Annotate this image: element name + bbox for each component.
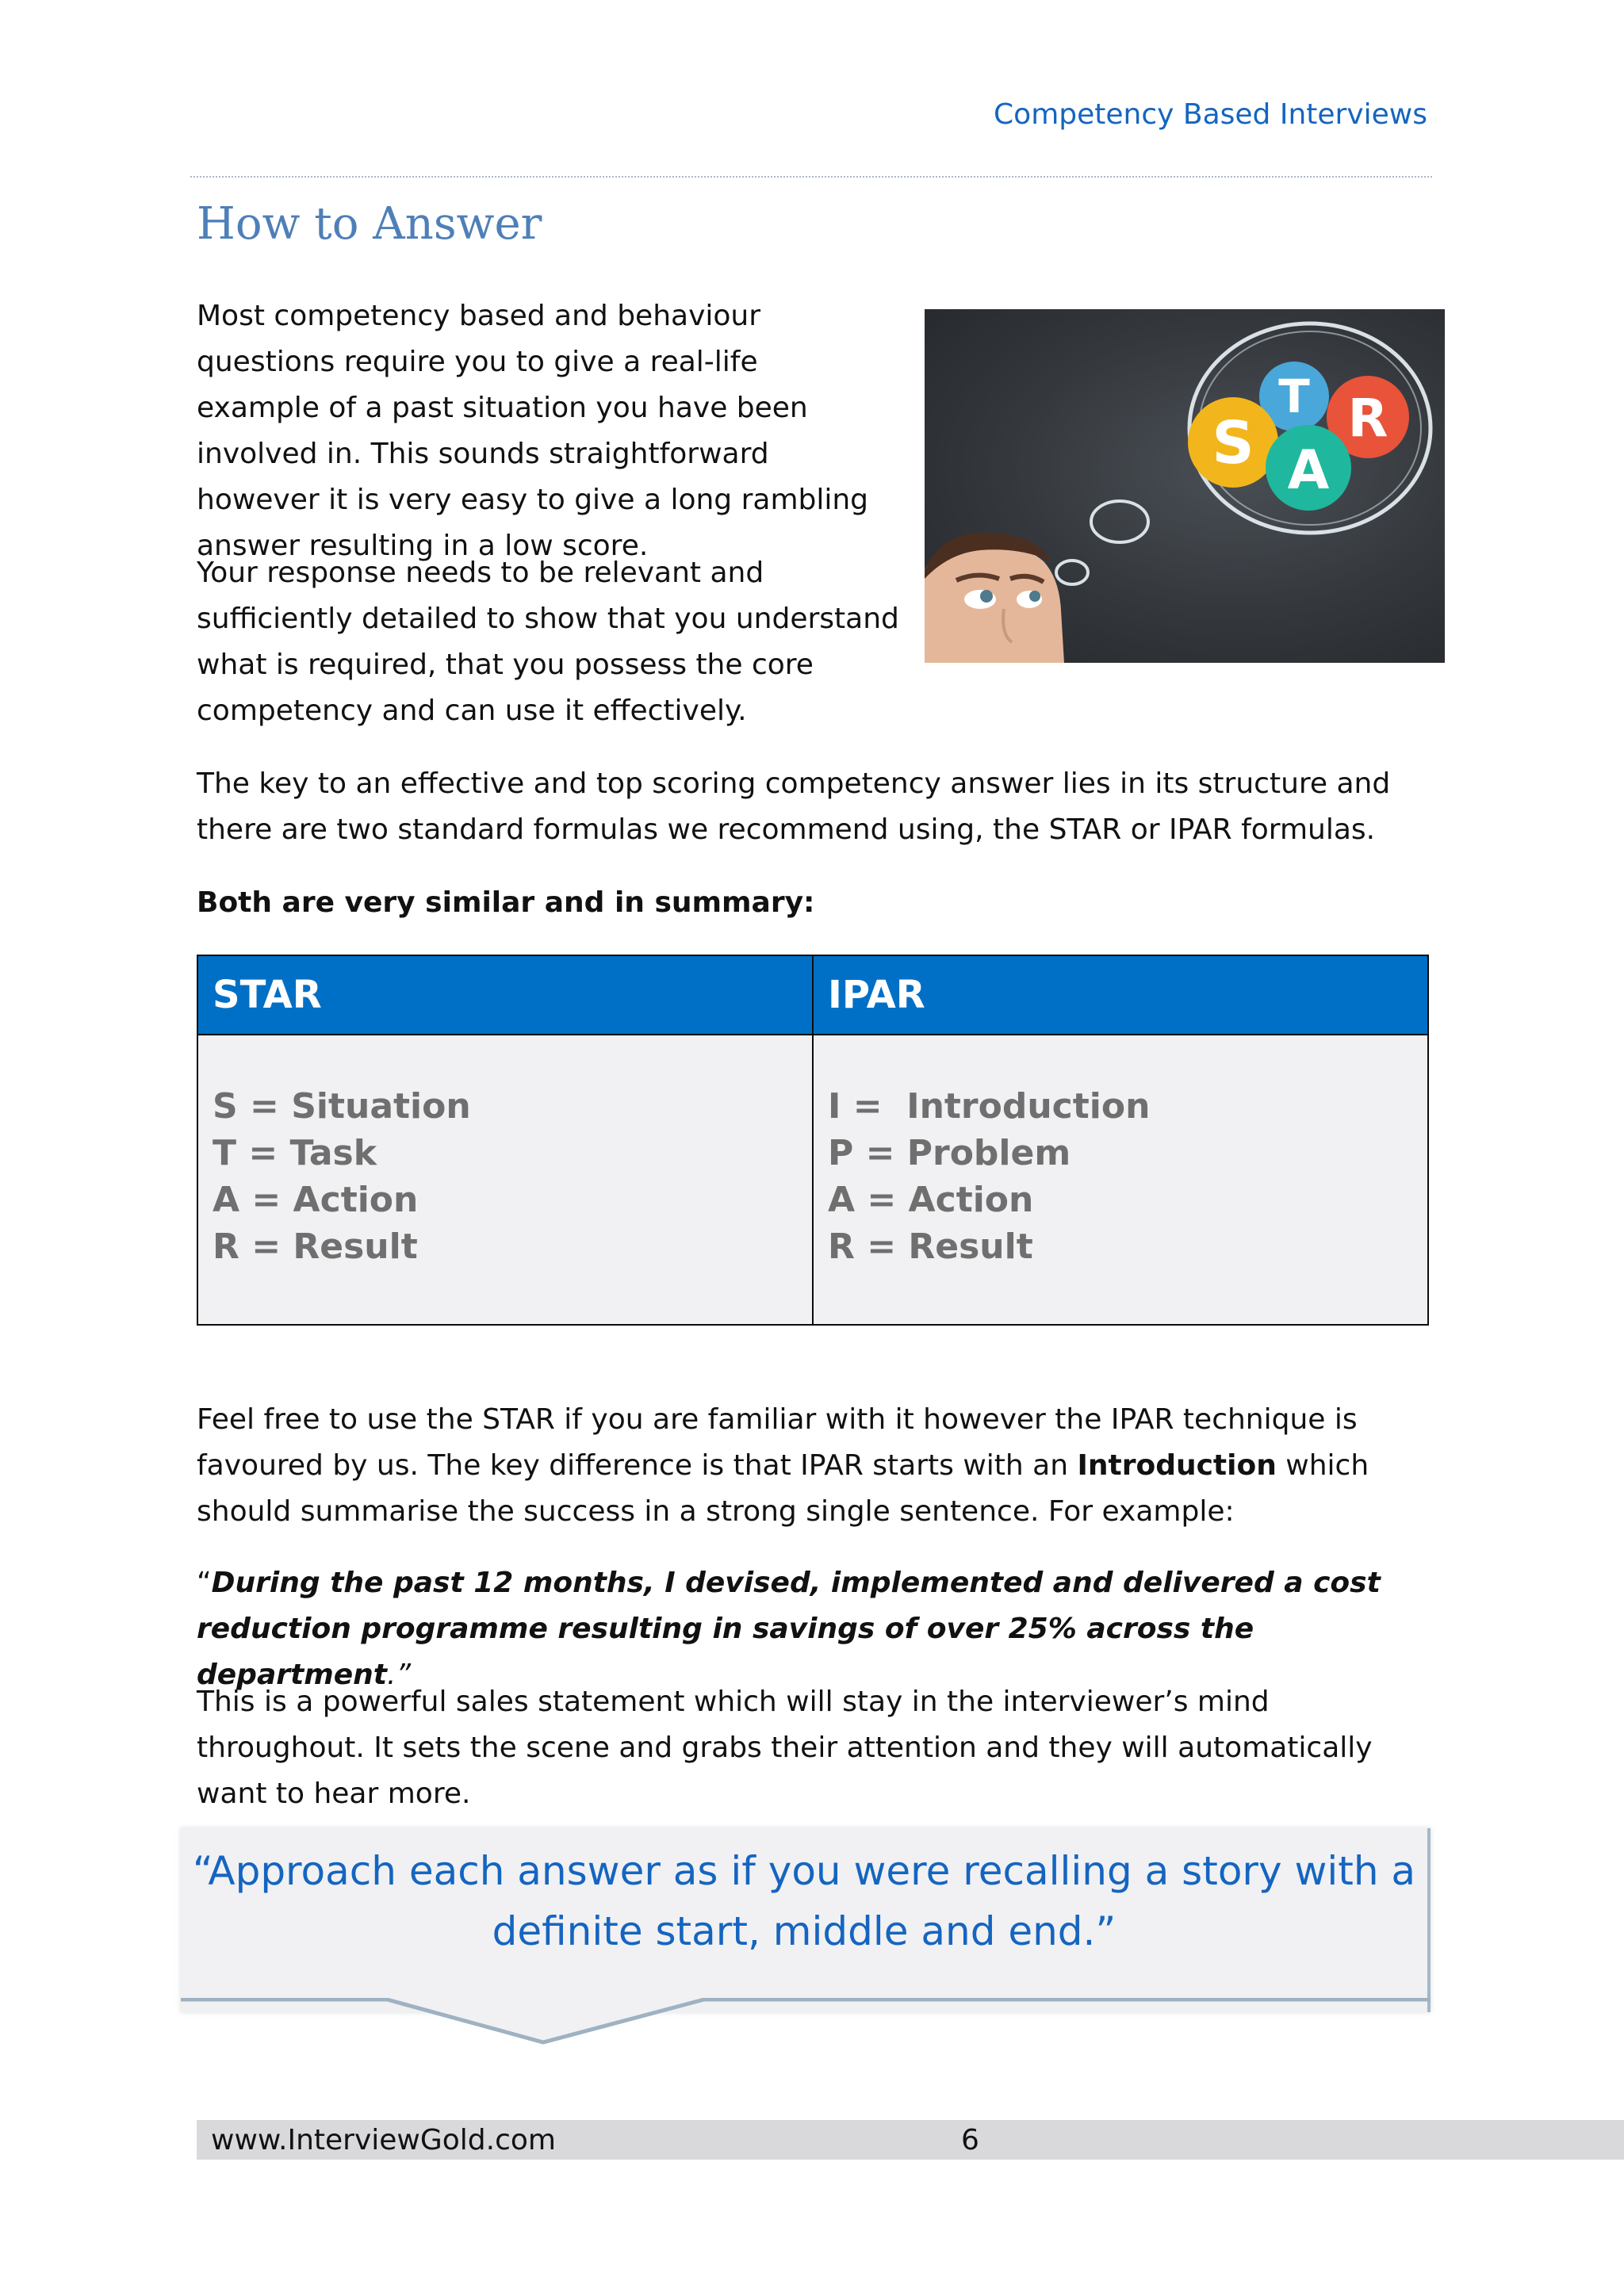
star-row: T = Task	[213, 1133, 377, 1173]
example-quote	[197, 1560, 1442, 1698]
person-figure	[925, 533, 1064, 663]
page-number: 6	[961, 2124, 979, 2156]
star-row: A = Action	[213, 1180, 419, 1220]
letter-t: T	[1278, 369, 1310, 423]
header-divider	[190, 176, 1432, 178]
running-header: Competency Based Interviews	[994, 98, 1427, 131]
callout-pointer	[181, 1998, 1431, 2047]
table-header-ipar: IPAR	[813, 955, 1428, 1035]
letter-circle-a	[1266, 425, 1351, 511]
intro-paragraph-1: Most competency based and behaviour questions require you to give a real-life example of a past situation you have been involved in. This sounds straightforward however it is very easy to give a long rambling answer resulting in a low score.	[197, 300, 869, 562]
page-title: How to Answer	[197, 198, 542, 250]
footer-url: www.InterviewGold.com	[211, 2124, 556, 2156]
letter-r: R	[1347, 388, 1388, 449]
callout-box	[181, 1828, 1431, 2012]
ipar-row: P = Problem	[828, 1133, 1071, 1173]
summary-label: Both are very similar and in summary:	[197, 886, 815, 919]
ipar-row: A = Action	[828, 1180, 1034, 1220]
introduction-term: Introduction	[1077, 1449, 1277, 1482]
quote-close-mark: .”	[386, 1659, 412, 1691]
intro-paragraph-3: The key to an effective and top scoring competency answer lies in its structure and there are two standard formulas we recommend using, the STAR or IPAR formulas.	[197, 767, 1391, 846]
body-paragraph-2: This is a powerful sales statement which will stay in the interviewer’s mind throughout. It sets the scene and grabs their attention and they will automatically want to hear more.	[197, 1686, 1373, 1810]
body-text: which should summarise the success in a strong single sentence. For example:	[197, 1449, 1369, 1528]
ipar-row: R = Result	[828, 1226, 1033, 1267]
quote-text: During the past 12 months, I devised, implemented and delivered a cost reduction programme resulting in savings of over 25% across the department	[197, 1567, 1381, 1691]
letter-circle-s	[1188, 397, 1278, 488]
star-thought-bubble-image	[925, 309, 1445, 663]
callout-quote: “Approach each answer as if you were recalling a story with a definite start, middle and end.”	[192, 1848, 1416, 1954]
body-text: Feel free to use the STAR if you are familiar with it however the IPAR technique is favoured by us. The key difference is that IPAR starts with an	[197, 1403, 1358, 1482]
ipar-row: I = Introduction	[828, 1086, 1151, 1127]
letter-s: S	[1212, 409, 1254, 477]
intro-paragraph-2: Your response needs to be relevant and sufficiently detailed to show that you understand what is required, that you possess the core competency and can use it effectively.	[197, 557, 899, 727]
body-paragraph-1	[197, 1397, 1442, 1535]
star-ipar-table	[197, 955, 1429, 1326]
quote-open-mark: “	[197, 1567, 212, 1599]
star-row: R = Result	[213, 1226, 418, 1267]
star-cell	[197, 1035, 813, 1325]
ipar-cell	[813, 1035, 1428, 1325]
table-header-star: STAR	[197, 955, 813, 1035]
star-row: S = Situation	[213, 1086, 471, 1127]
letter-a: A	[1287, 439, 1330, 502]
